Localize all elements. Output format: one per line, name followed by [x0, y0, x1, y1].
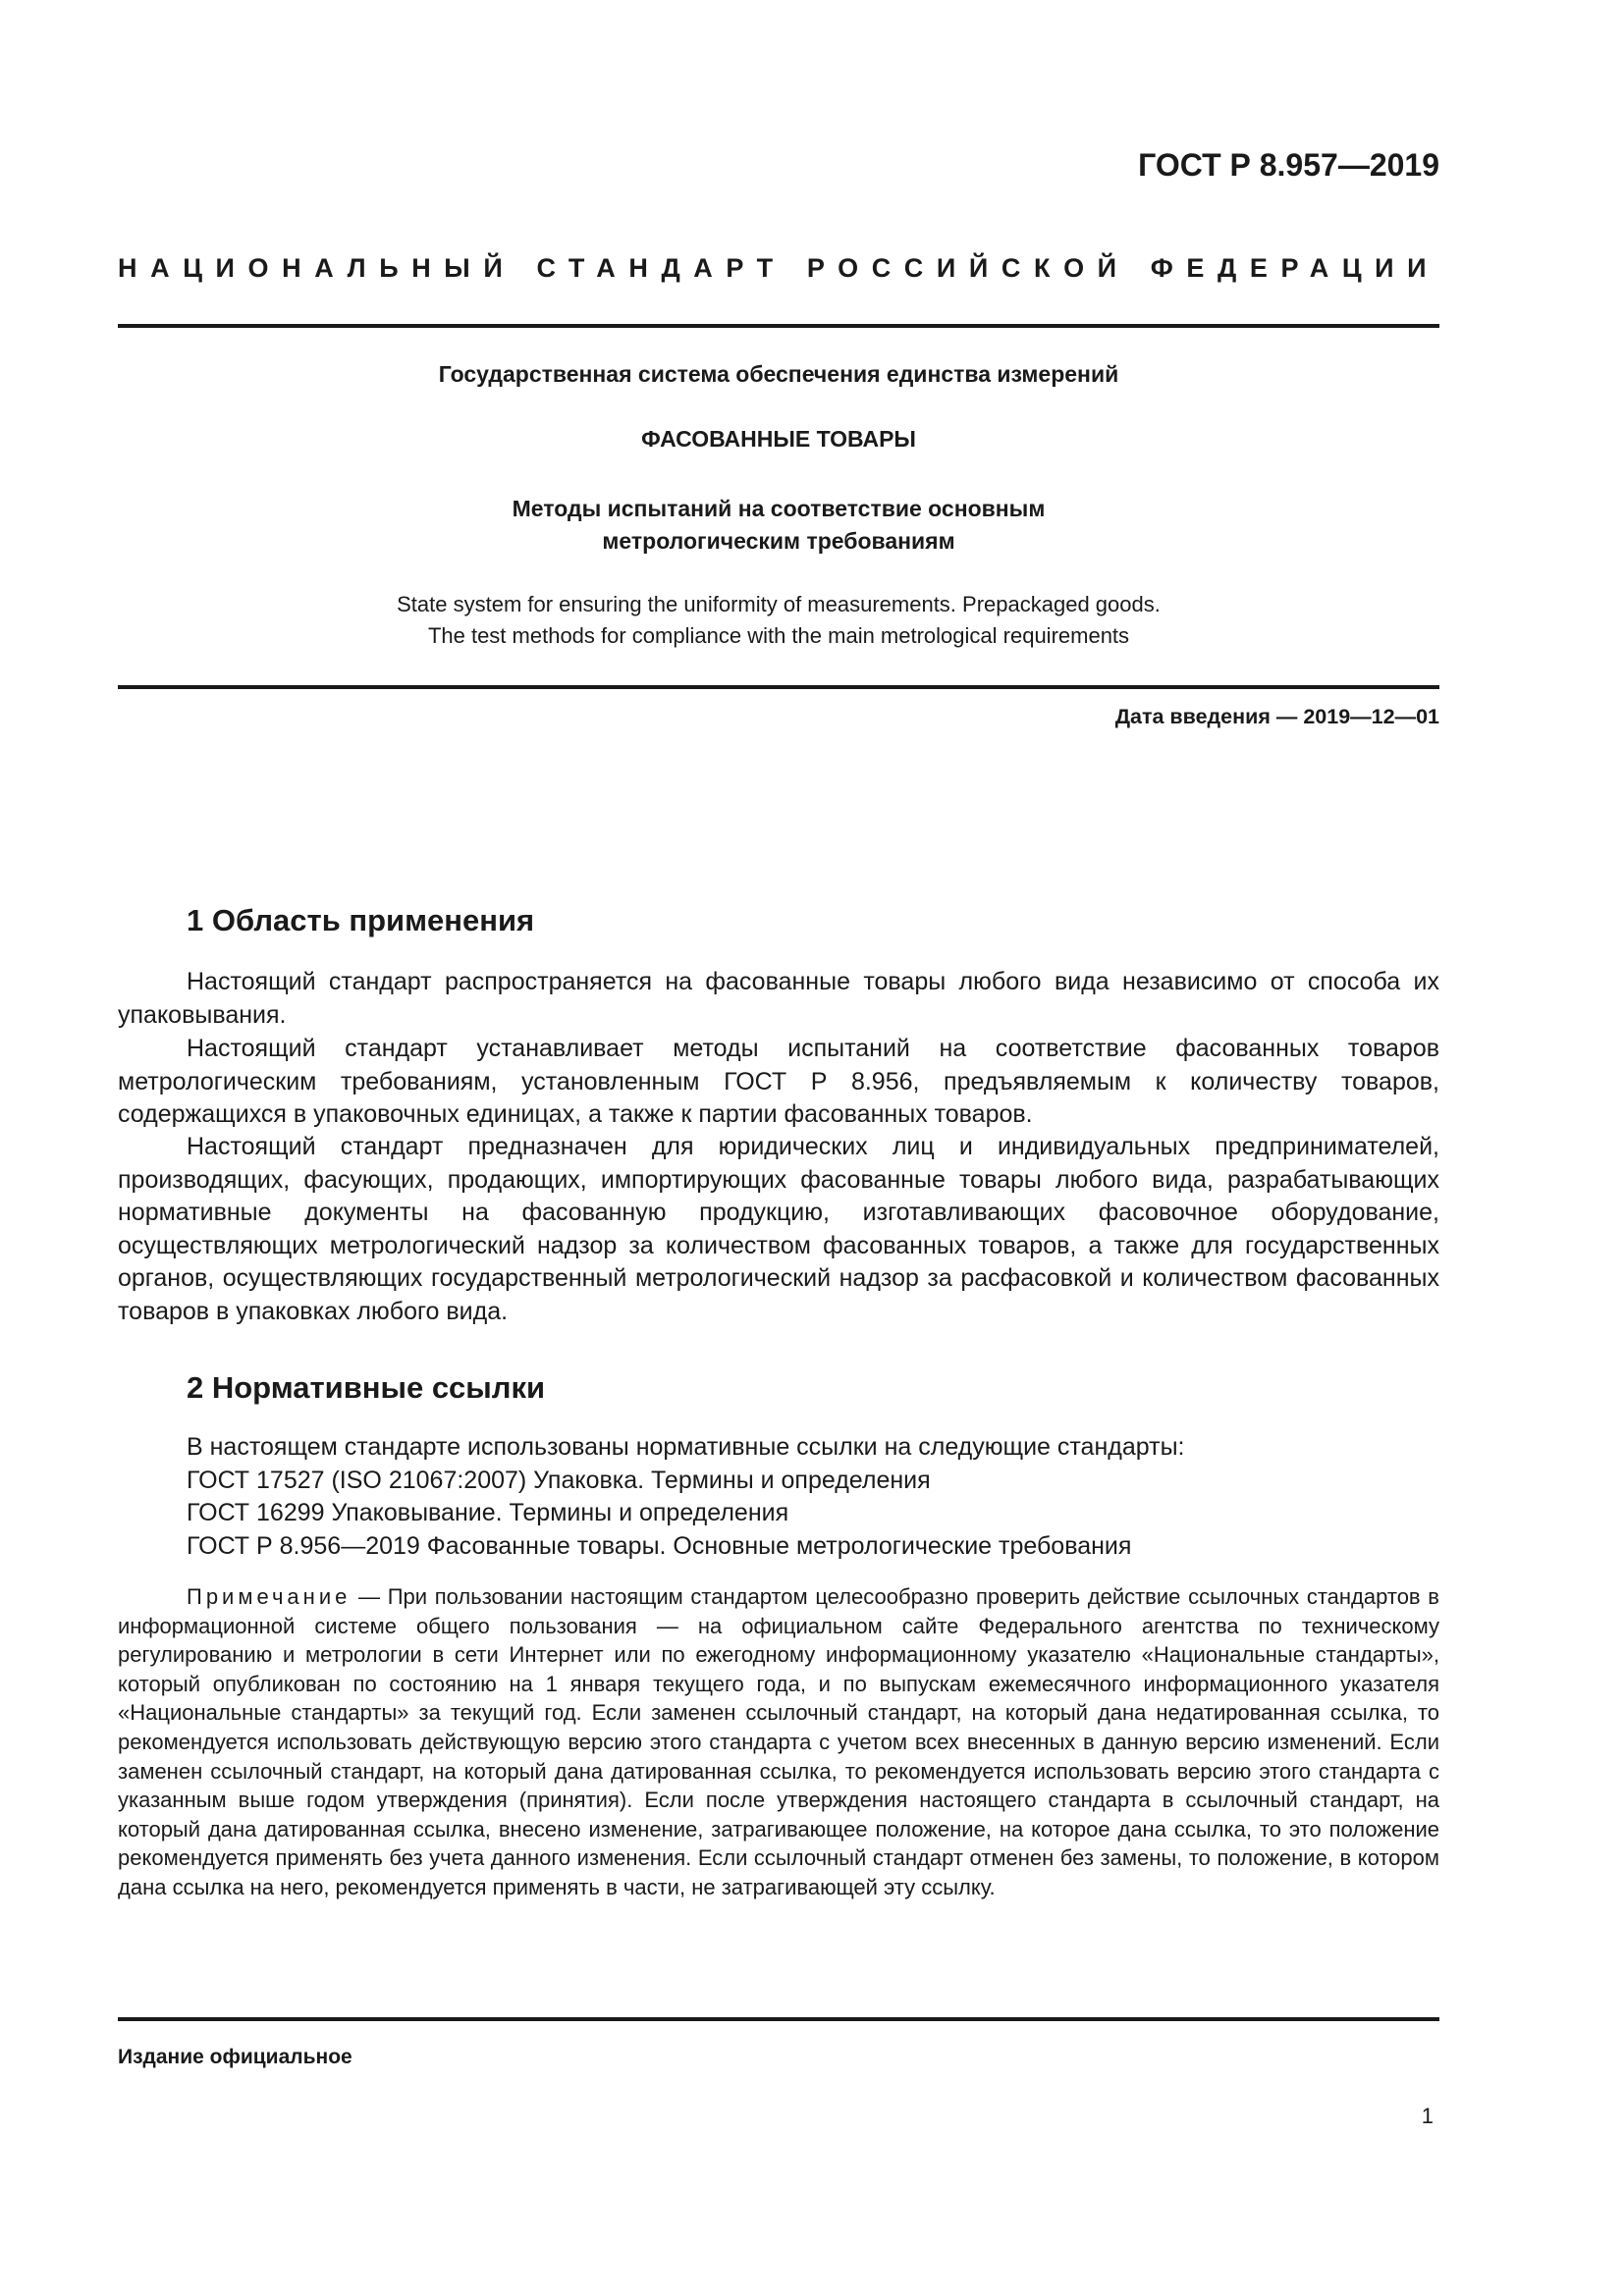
- scope-paragraph: Настоящий стандарт распространяется на фасованные товары любого вида независимо от способа их упаковывания.: [118, 968, 1439, 1029]
- english-title: [118, 589, 1439, 652]
- page-number: 1: [1421, 2104, 1434, 2128]
- note-text: — При пользовании настоящим стандартом целесообразно проверить действие ссылочных стандартов в информационной системе общего пользования — на официальном сайте Федерального агентства по техническому регулированию и метрологии в сети Интернет или по ежегодному информационному указателю «Национальные стандарты», который опубликован по состоянию на 1 января текущего года, и по выпускам ежемесячного информационного указателя «Национальные стандарты» за текущий год. Если заменен ссылочный стандарт, на который дана недатированная ссылка, то рекомендуется использовать действующую версию этого стандарта с учетом всех внесенных в данную версию изменений. Если заменен ссылочный стандарт, на который дана датированная ссылка, то рекомендуется использовать версию этого стандарта с указанным выше годом утверждения (принятия). Если после утверждения настоящего стандарта в ссылочный стандарт, на который дана датированная ссылка, внесено изменение, затрагивающее положение, на которое дана ссылка, то это положение рекомендуется применять без учета данного изменения. Если ссылочный стандарт отменен без замены, то положение, в котором дана ссылка на него, рекомендуется применять в части, не затрагивающей эту ссылку.: [118, 1584, 1439, 1899]
- official-edition-label: Издание официальное: [118, 2046, 352, 2068]
- reference-item: ГОСТ Р 8.956—2019 Фасованные товары. Основные метрологические требования: [187, 1531, 1132, 1560]
- top-rule: [118, 324, 1439, 328]
- system-title: Государственная система обеспечения единства измерений: [438, 361, 1119, 387]
- document-subtitle: [118, 493, 1439, 558]
- product-title: ФАСОВАННЫЕ ТОВАРЫ: [641, 426, 916, 452]
- reference-list: [187, 1431, 1439, 1563]
- standard-code: ГОСТ Р 8.957—2019: [1138, 147, 1439, 183]
- note-paragraph: [118, 1582, 1439, 1902]
- note-label: Примечание: [187, 1584, 352, 1609]
- footer-rule: [118, 2017, 1439, 2021]
- section-heading-references: 2 Нормативные ссылки: [187, 1370, 546, 1405]
- references-intro: В настоящем стандарте использованы нормативные ссылки на следующие стандарты:: [187, 1433, 1185, 1461]
- english-title-line: State system for ensuring the uniformity of measurements. Prepackaged goods.: [397, 592, 1161, 616]
- introduction-date: Дата введения — 2019—12—01: [1114, 705, 1439, 728]
- subtitle-line: метрологическим требованиям: [602, 528, 955, 554]
- reference-item: ГОСТ 17527 (ISO 21067:2007) Упаковка. Термины и определения: [187, 1466, 931, 1494]
- english-title-line: The test methods for compliance with the main metrological requirements: [427, 623, 1130, 648]
- scope-paragraph: Настоящий стандарт предназначен для юридических лиц и индивидуальных предпринимателей, производящих, фасующих, продающих, импортирующих фасованные товары любого вида, разрабатывающих нормативные документы на фасованную продукцию, изготавливающих фасовочное оборудование, осуществляющих метрологический надзор за количеством фасованных товаров, а также для государственных органов, осуществляющих государственный метрологический надзор за расфасовкой и количеством фасованных товаров в упаковках любого вида.: [118, 1133, 1439, 1325]
- subtitle-line: Методы испытаний на соответствие основным: [512, 496, 1046, 521]
- title-rule: [118, 685, 1439, 689]
- scope-paragraph: Настоящий стандарт устанавливает методы испытаний на соответствие фасованных товаров метрологическим требованиям, установленным ГОСТ Р 8.956, предъявляемым к количеству товаров, содержащихся в упаковочных единицах, а также к партии фасованных товаров.: [118, 1035, 1439, 1129]
- national-standard-banner: НАЦИОНАЛЬНЫЙ СТАНДАРТ РОССИЙСКОЙ ФЕДЕРАЦИИ: [118, 253, 1440, 283]
- section-heading-scope: 1 Область применения: [187, 903, 535, 937]
- reference-item: ГОСТ 16299 Упаковывание. Термины и определения: [187, 1499, 789, 1527]
